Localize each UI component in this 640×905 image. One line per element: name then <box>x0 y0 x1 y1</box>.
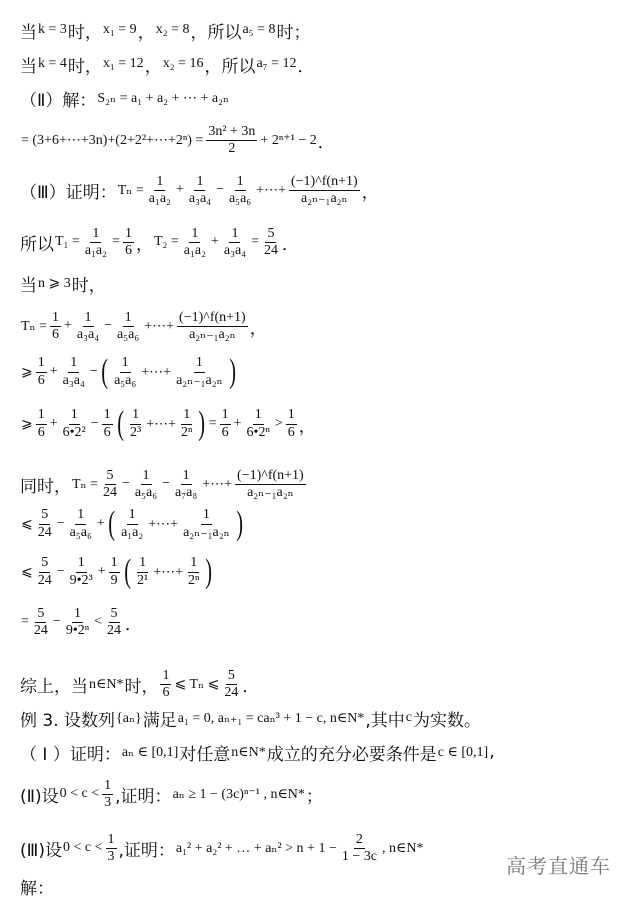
numerator: 1 <box>141 468 152 485</box>
text: （ Ⅰ ）证明： <box>20 744 121 765</box>
math-expression: > <box>274 416 283 431</box>
fraction <box>133 468 159 501</box>
fraction <box>245 407 272 440</box>
numerator: 5 <box>226 668 237 685</box>
text-line <box>20 124 335 157</box>
denominator: 6 <box>37 424 45 440</box>
math-expression: + <box>64 318 72 334</box>
denominator: 1 − 3c <box>341 848 377 864</box>
denominator: 6 <box>37 372 45 388</box>
fraction <box>235 468 306 501</box>
text: 例 3. 设数列 <box>20 710 116 731</box>
fraction <box>36 507 54 540</box>
denominator: 6•2ⁿ <box>246 424 270 440</box>
math-expression: + <box>210 234 219 250</box>
math-expression: c <box>405 710 412 725</box>
numerator: 1 <box>194 174 205 191</box>
denominator: a₅a₆ <box>69 524 92 540</box>
text: （Ⅲ）证明： <box>20 182 117 203</box>
text-line <box>20 740 495 765</box>
parenthesis: ) <box>228 353 236 390</box>
math-expression: + <box>97 564 106 579</box>
text: 所以 <box>20 234 54 255</box>
denominator: 6 <box>221 424 229 440</box>
fraction <box>115 310 141 343</box>
text: ， <box>144 56 162 77</box>
math-expression: Tₙ = <box>21 318 48 334</box>
math-expression: + <box>175 182 184 198</box>
numerator: 1 <box>109 555 120 572</box>
text: （Ⅱ）解： <box>20 90 97 111</box>
text: ，所以 <box>204 56 256 77</box>
numerator: 5 <box>105 468 116 485</box>
math-expression: − <box>56 564 65 579</box>
fraction <box>112 355 138 388</box>
text-line <box>20 18 310 43</box>
fraction <box>227 174 253 207</box>
text-line <box>20 271 106 296</box>
math-expression: a₁² + a₂² + … + aₙ² > n + 1 − <box>175 840 337 856</box>
math-expression: {aₙ} <box>116 710 142 726</box>
numerator: 5 <box>265 226 276 243</box>
math-expression: x₂ = 8 <box>155 22 190 37</box>
text-line <box>20 778 323 811</box>
text: ， <box>361 182 379 203</box>
numerator: 1 <box>120 355 131 372</box>
numerator: 5 <box>39 555 50 572</box>
parenthesis: ( <box>108 505 115 542</box>
numerator: 1 <box>154 174 165 191</box>
math-expression: k = 3 <box>38 22 67 37</box>
denominator: a₂ₙ₋₁a₂ₙ <box>301 190 348 206</box>
text: 综上，当 <box>20 676 88 697</box>
numerator: 1 <box>253 407 264 424</box>
fraction <box>262 226 280 259</box>
fraction <box>64 606 91 639</box>
denominator: a₂ₙ₋₁a₂ₙ <box>247 484 294 500</box>
denominator: 24 <box>103 484 118 500</box>
math-expression: +⋯+ <box>148 516 179 532</box>
denominator: 3 <box>104 794 112 810</box>
math-expression: + <box>96 516 105 531</box>
text: ,证明： <box>115 786 172 807</box>
text: ． <box>281 234 299 255</box>
math-expression: +⋯+ <box>256 182 286 198</box>
math-expression: a₇ = 12 <box>256 56 297 71</box>
math-expression: x₁ = 9 <box>102 22 137 37</box>
math-expression: +⋯+ <box>146 416 176 432</box>
numerator: 1 <box>160 668 171 685</box>
denominator: 2¹ <box>136 572 149 588</box>
parenthesis: ) <box>198 405 206 442</box>
fraction <box>75 310 101 343</box>
fraction <box>50 310 61 343</box>
numerator: (−1)^f(n+1) <box>177 310 248 327</box>
fraction <box>174 355 225 388</box>
math-expression: S₂ₙ = a₁ + a₂ + ⋯ + a₂ₙ <box>97 90 230 106</box>
denominator: 24 <box>37 524 52 540</box>
math-expression: = <box>251 234 259 250</box>
text: 满足 <box>142 710 177 731</box>
denominator: 6•2² <box>62 424 86 440</box>
text: ； <box>305 786 323 807</box>
numerator: 1 <box>188 555 199 572</box>
text-line <box>20 555 215 589</box>
fraction <box>179 407 194 440</box>
math-expression: +⋯+ <box>144 318 175 334</box>
math-expression: a₁ = 0, aₙ₊₁ = caₙ³ + 1 − c, n∈N* <box>177 710 365 726</box>
text: ， <box>298 416 316 437</box>
text-line <box>20 226 299 259</box>
denominator: a₁a₂ <box>183 242 206 258</box>
fraction <box>36 407 47 440</box>
fraction <box>119 507 145 540</box>
math-expression: − <box>89 364 98 379</box>
math-expression: n∈N* <box>89 676 124 692</box>
numerator: 1 <box>102 407 113 424</box>
denominator: a₂ₙ₋₁a₂ₙ <box>176 372 223 388</box>
text-line <box>20 874 54 899</box>
math-expression: x₁ = 12 <box>102 56 144 71</box>
denominator: a₅a₆ <box>117 326 140 342</box>
numerator: 1 <box>229 226 240 243</box>
math-expression: +⋯+ <box>153 564 183 580</box>
denominator: a₁a₂ <box>84 242 108 258</box>
text: 当 <box>20 275 37 296</box>
denominator: 24 <box>224 684 239 700</box>
denominator: 6 <box>162 684 170 700</box>
fraction <box>222 668 240 701</box>
text-line <box>20 832 424 865</box>
text: ，所以 <box>190 22 242 43</box>
math-expression: x₂ = 16 <box>162 56 204 71</box>
numerator: 5 <box>39 507 50 524</box>
math-expression: < <box>94 614 103 630</box>
denominator: 9 <box>110 572 118 588</box>
math-expression: − <box>104 318 113 334</box>
math-expression: 0 < c < <box>59 786 100 802</box>
text: 时， <box>67 22 102 43</box>
fraction <box>286 407 297 440</box>
numerator: 1 <box>69 407 80 424</box>
text: 时； <box>276 22 311 43</box>
numerator: 1 <box>201 507 212 524</box>
text-line <box>20 355 238 389</box>
numerator: 1 <box>189 226 200 243</box>
text-line <box>20 52 314 77</box>
fraction <box>220 407 231 440</box>
text: 时， <box>71 275 106 296</box>
fraction <box>173 468 199 501</box>
watermark: 高考直通车 <box>506 854 611 878</box>
fraction <box>186 555 201 588</box>
fraction <box>160 668 171 701</box>
fraction <box>102 407 113 440</box>
denominator: a₃a₄ <box>188 190 212 206</box>
denominator: a₃a₄ <box>223 242 247 258</box>
math-expression: + <box>233 416 242 431</box>
math-expression: ⩽ Tₙ ⩽ <box>174 676 220 692</box>
denominator: 24 <box>263 242 278 258</box>
fraction <box>123 226 134 259</box>
text: , <box>489 742 495 762</box>
denominator: a₂ₙ₋₁a₂ₙ <box>189 326 236 342</box>
numerator: 1 <box>194 355 205 372</box>
numerator: 1 <box>36 407 47 424</box>
text: (Ⅱ)设 <box>20 786 59 807</box>
denominator: 2ⁿ <box>180 424 193 440</box>
math-expression: − <box>122 476 130 492</box>
numerator: 1 <box>181 407 192 424</box>
denominator: a₃a₄ <box>62 372 85 388</box>
text: ． <box>297 56 315 77</box>
fraction <box>83 226 109 259</box>
text: 解： <box>20 878 54 899</box>
numerator: 1 <box>102 778 113 795</box>
denominator: 3 <box>107 848 115 864</box>
fraction <box>187 174 213 207</box>
math-expression: − <box>52 614 61 630</box>
numerator: 1 <box>130 407 141 424</box>
numerator: (−1)^f(n+1) <box>289 174 360 191</box>
parenthesis: ) <box>205 553 213 590</box>
numerator: 1 <box>83 310 94 327</box>
denominator: 24 <box>33 622 48 638</box>
fraction <box>135 555 150 588</box>
math-expression: aₙ ≥ 1 − (3c)ⁿ⁻¹ , n∈N* <box>172 786 305 802</box>
text: 时， <box>67 56 102 77</box>
fraction <box>181 507 232 540</box>
math-expression: ⩽ <box>21 516 33 532</box>
parenthesis: ) <box>235 505 243 542</box>
fraction <box>61 355 87 388</box>
fraction <box>61 407 88 440</box>
math-expression: n∈N* <box>231 744 266 760</box>
text: 成立的充分必要条件是 <box>266 744 437 765</box>
fraction <box>340 832 379 865</box>
math-expression: = <box>112 234 120 250</box>
numerator: 5 <box>109 606 120 623</box>
denominator: a₃a₄ <box>76 326 100 342</box>
denominator: a₅a₆ <box>134 484 158 500</box>
denominator: 2³ <box>129 424 142 440</box>
numerator: 1 <box>123 226 134 243</box>
math-expression: − <box>90 416 99 431</box>
numerator: 1 <box>137 555 148 572</box>
text: (Ⅲ)设 <box>20 840 62 861</box>
text-line <box>20 507 245 541</box>
math-expression: 0 < c < <box>63 840 103 856</box>
math-expression: c ∈ [0,1] <box>437 744 489 760</box>
denominator: 2 <box>228 140 236 156</box>
text: 当 <box>20 22 37 43</box>
math-expression: a₅ = 8 <box>242 22 276 37</box>
numerator: 3n² + 3n <box>206 124 257 141</box>
denominator: a₇a₈ <box>175 484 198 500</box>
fraction <box>68 507 94 540</box>
fraction <box>182 226 208 259</box>
text-line <box>20 174 379 207</box>
math-expression: n ⩾ 3 <box>38 275 71 291</box>
text-line <box>20 310 267 343</box>
numerator: 5 <box>35 606 46 623</box>
text: 对任意 <box>179 744 231 765</box>
text: ． <box>317 132 335 153</box>
math-expression: − <box>216 182 224 198</box>
math-expression: ⩾ <box>21 416 33 432</box>
numerator: (−1)^f(n+1) <box>235 468 306 485</box>
denominator: 6 <box>124 242 132 258</box>
denominator: 9•2³ <box>69 572 93 588</box>
fraction <box>105 606 123 639</box>
math-expression: ⩽ <box>21 564 33 580</box>
text: ， <box>249 318 267 339</box>
denominator: 24 <box>37 572 52 588</box>
math-expression: +⋯+ <box>202 476 233 492</box>
numerator: 1 <box>220 407 231 424</box>
fraction <box>68 555 95 588</box>
numerator: 1 <box>181 468 192 485</box>
math-expression: = <box>208 416 217 431</box>
fraction <box>32 606 50 639</box>
fraction <box>102 778 113 811</box>
numerator: 1 <box>75 507 86 524</box>
denominator: 6 <box>287 424 295 440</box>
fraction <box>147 174 173 207</box>
fraction <box>128 407 143 440</box>
text-line <box>20 407 316 441</box>
text: 当 <box>20 56 37 77</box>
parenthesis: ( <box>101 353 108 390</box>
math-expression: T₁ = <box>55 234 80 250</box>
math-expression: k = 4 <box>38 56 67 71</box>
fraction <box>101 468 119 501</box>
numerator: 1 <box>76 555 87 572</box>
denominator: a₁a₂ <box>148 190 171 206</box>
numerator: 1 <box>68 355 79 372</box>
numerator: 1 <box>286 407 297 424</box>
numerator: 1 <box>72 606 83 623</box>
text: 同时， <box>20 476 71 497</box>
math-expression: ⩾ <box>21 364 33 380</box>
math-expression: aₙ ∈ [0,1] <box>121 744 179 760</box>
math-expression: , n∈N* <box>381 840 424 856</box>
text-line <box>20 706 481 731</box>
math-expression: + <box>49 364 58 379</box>
math-expression: Tₙ = <box>72 476 99 492</box>
text-line <box>20 668 259 701</box>
denominator: 6 <box>52 326 60 342</box>
denominator: 9•2ⁿ <box>65 622 90 638</box>
text-line <box>20 86 230 111</box>
fraction <box>36 555 54 588</box>
numerator: 1 <box>50 310 61 327</box>
numerator: 1 <box>36 355 47 372</box>
numerator: 2 <box>354 832 365 849</box>
numerator: 1 <box>123 310 134 327</box>
math-expression: +⋯+ <box>141 364 172 380</box>
fraction <box>106 832 117 865</box>
text: ， <box>137 22 155 43</box>
math-expression: = (3+6+⋯+3n)+(2+2²+⋯+2ⁿ) = <box>21 132 204 148</box>
denominator: 24 <box>107 622 122 638</box>
text: 为实数。 <box>412 710 481 731</box>
math-expression: T₂ = <box>153 234 179 250</box>
numerator: 1 <box>127 507 138 524</box>
math-expression: + 2ⁿ⁺¹ − 2 <box>260 132 317 148</box>
numerator: 1 <box>90 226 101 243</box>
denominator: 2ⁿ <box>187 572 200 588</box>
math-expression: + <box>49 416 58 431</box>
text: ,其中 <box>365 710 405 731</box>
numerator: 1 <box>106 832 117 849</box>
denominator: a₅a₆ <box>228 190 252 206</box>
math-expression: = <box>21 614 29 630</box>
fraction <box>36 355 47 388</box>
denominator: a₅a₆ <box>114 372 137 388</box>
parenthesis: ( <box>123 553 131 590</box>
numerator: 1 <box>235 174 246 191</box>
denominator: a₁a₂ <box>121 524 144 540</box>
text: ． <box>125 614 143 635</box>
text: 时， <box>124 676 159 697</box>
text: ， <box>135 234 153 255</box>
text-line <box>20 468 308 501</box>
math-expression: − <box>56 516 65 531</box>
fraction <box>289 174 360 207</box>
parenthesis: ( <box>116 405 124 442</box>
fraction <box>109 555 120 588</box>
fraction <box>177 310 248 343</box>
math-expression: Tₙ = <box>117 182 144 198</box>
text-line <box>20 606 142 639</box>
text: ． <box>242 676 260 697</box>
text: ,证明： <box>118 840 175 861</box>
denominator: 6 <box>103 424 111 440</box>
denominator: a₂ₙ₋₁a₂ₙ <box>183 524 230 540</box>
math-expression: − <box>162 476 171 492</box>
fraction <box>206 124 257 157</box>
fraction <box>222 226 248 259</box>
